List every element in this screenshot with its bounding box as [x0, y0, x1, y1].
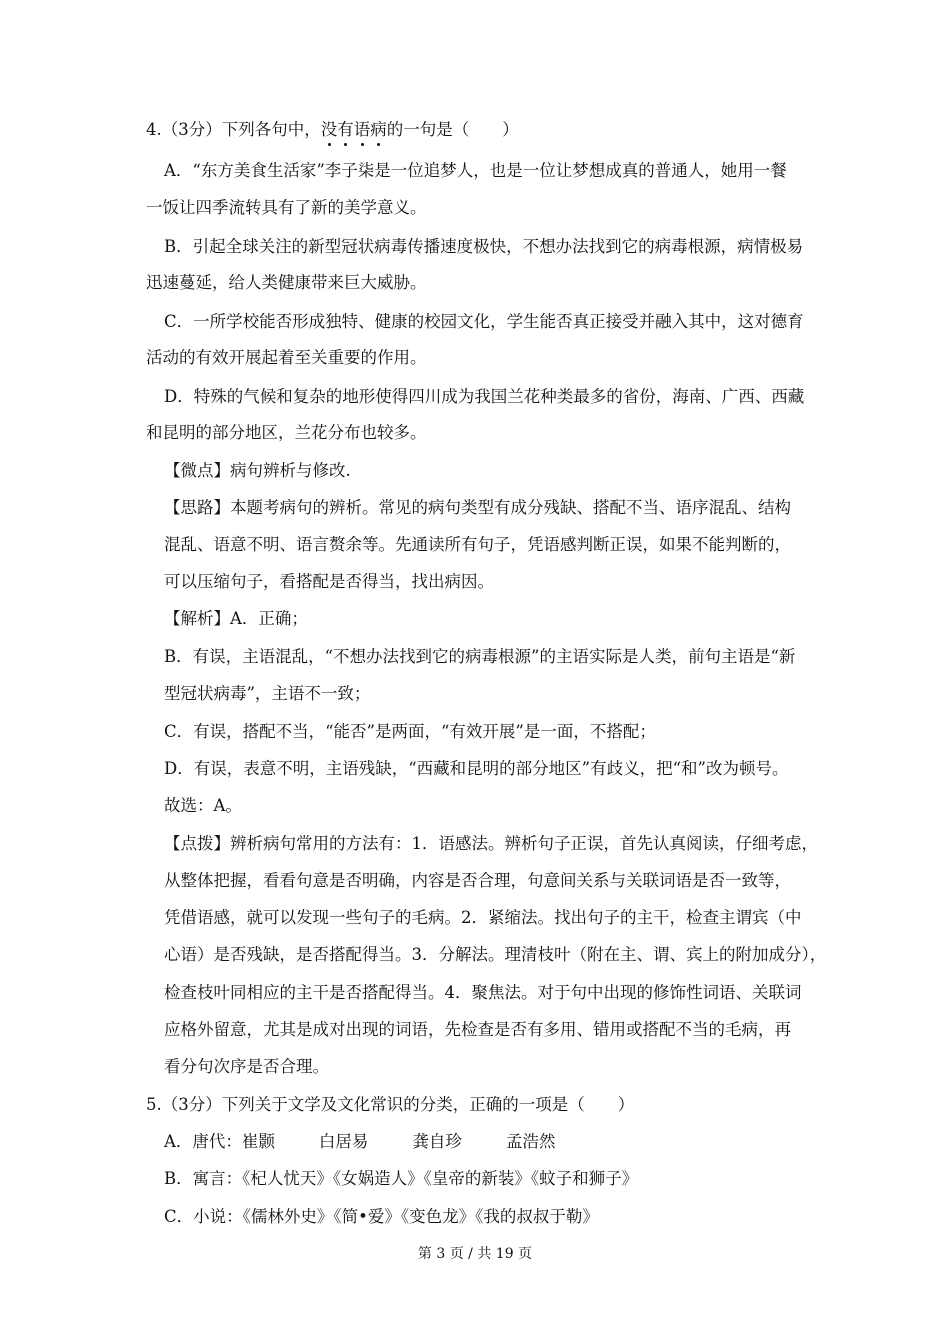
- page-footer: 第 3 页 / 共 19 页: [417, 1246, 533, 1262]
- q5-option-a-label: A．唐代：崔颢: [164, 1132, 275, 1151]
- q4-dianbo-line6: 应格外留意，尤其是成对出现的词语，先检查是否有多用、错用或搭配不当的毛病，再: [164, 1020, 791, 1039]
- q5-option-a-name: 白居易: [318, 1132, 369, 1151]
- q5-option-a-name: 孟浩然: [505, 1132, 556, 1151]
- q4-dianbo-line4: 心语）是否残缺，是否搭配得当。3．分解法。理清枝叶（附在主、谓、宾上的附加成分），: [164, 945, 827, 964]
- q5-option-a: [164, 1131, 555, 1153]
- q4-stem: [146, 119, 519, 141]
- q4-option-b-line2: 迅速蔓延，给人类健康带来巨大威胁。: [146, 273, 427, 292]
- q4-jiexi-d: D．有误，表意不明，主语残缺，“西藏和昆明的部分地区”有歧义，把“和”改为顿号。: [164, 759, 789, 778]
- q4-dianbo-line2: 从整体把握，看看句意是否明确，内容是否合理，句意间关系与关联词语是否一致等，: [164, 871, 791, 890]
- q4-silu-line1: 【思路】本题考病句的辨析。常见的病句类型有成分残缺、搭配不当、语序混乱、结构: [164, 498, 791, 517]
- q4-option-d-line2: 和昆明的部分地区，兰花分布也较多。: [146, 423, 427, 442]
- q5-option-c: C．小说：《儒林外史》《简•爱》《变色龙》《我的叔叔于勒》: [164, 1207, 599, 1226]
- q4-jiexi-b-line2: 型冠状病毒”，主语不一致；: [164, 684, 371, 703]
- q4-silu-line2: 混乱、语意不明、语言赘余等。先通读所有句子，凭语感判断正误，如果不能判断的，: [164, 535, 791, 554]
- q5-option-a-name: 龚自珍: [412, 1132, 462, 1151]
- q4-dianbo-line3: 凭借语感，就可以发现一些句子的毛病。2．紧缩法。找出句子的主干，检查主谓宾（中: [164, 908, 802, 927]
- q4-option-c-line2: 活动的有效开展起着至关重要的作用。: [146, 348, 427, 367]
- q4-option-a-line1: A．“东方美食生活家”李子柒是一位追梦人，也是一位让梦想成真的普通人，她用一餐: [164, 161, 787, 180]
- q4-stem-start: 4.（3分）下列各句中，: [146, 120, 321, 139]
- q4-answer: 故选：A。: [164, 796, 242, 815]
- q4-stem-dotted-char: 语: [353, 120, 371, 139]
- q4-stem-dotted-char: 病: [370, 120, 387, 139]
- q4-dianbo-line1: 【点拨】辨析病句常用的方法有：1．语感法。辨析句子正误，首先认真阅读，仔细考虑，: [164, 834, 818, 853]
- q4-dianbo-line5: 检查枝叶同相应的主干是否搭配得当。4．聚焦法。对于句中出现的修饰性词语、关联词: [164, 983, 802, 1002]
- q5-stem: 5.（3分）下列关于文学及文化常识的分类，正确的一项是（ ）: [146, 1095, 635, 1114]
- q4-stem-dotted-char: 有: [337, 120, 354, 139]
- q4-jiexi-c: C．有误，搭配不当，“能否”是两面，“有效开展”是一面，不搭配；: [164, 722, 656, 741]
- q5-option-b: B．寓言：《杞人忧天》《女娲造人》《皇帝的新装》《蚊子和狮子》: [164, 1169, 639, 1188]
- q4-jiexi-b-line1: B．有误，主语混乱，“不想办法找到它的病毒根源”的主语实际是人类，前句主语是“新: [164, 647, 796, 666]
- q4-stem-dotted-char: 没: [320, 120, 338, 139]
- q4-jiexi: 【解析】A．正确；: [164, 609, 308, 628]
- q4-option-a-line2: 一饭让四季流转具有了新的美学意义。: [146, 198, 427, 217]
- q4-option-c-line1: C．一所学校能否形成独特、健康的校园文化，学生能否真正接受并融入其中，这对德育: [164, 312, 804, 331]
- q4-option-d-line1: D．特殊的气候和复杂的地形使得四川成为我国兰花种类最多的省份，海南、广西、西藏: [164, 387, 805, 406]
- q4-weidian: 【微点】病句辨析与修改.: [164, 461, 351, 480]
- q4-option-b-line1: B．引起全球关注的新型冠状病毒传播速度极快，不想办法找到它的病毒根源，病情极易: [164, 237, 804, 256]
- q4-stem-end: 的一句是（ ）: [386, 120, 519, 139]
- q4-silu-line3: 可以压缩句子，看搭配是否得当，找出病因。: [164, 572, 494, 591]
- q4-dianbo-line7: 看分句次序是否合理。: [164, 1057, 329, 1076]
